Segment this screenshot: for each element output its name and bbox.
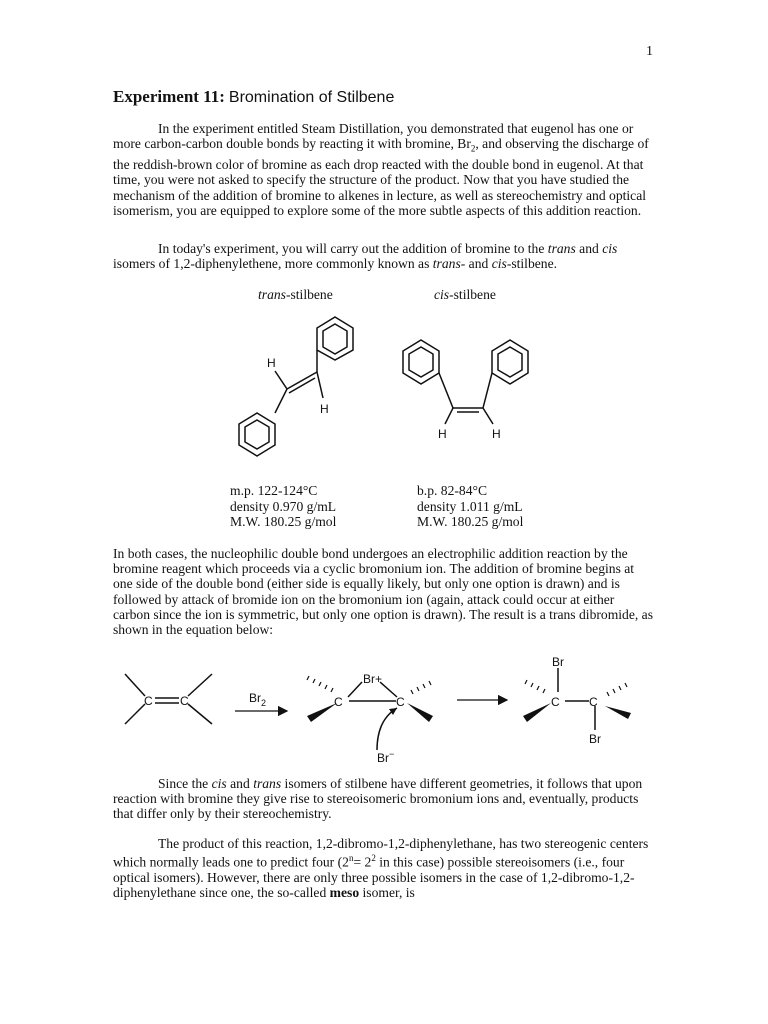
p4-cis: cis: [211, 776, 227, 791]
page-number: 1: [646, 44, 653, 59]
p2-text-c: isomers of 1,2-diphenylethene, more commonly known as: [113, 256, 430, 272]
p4-text-a: Since the: [158, 776, 209, 791]
cis-stilbene-label: cis-stilbene: [434, 287, 496, 302]
product-c2: C: [589, 695, 598, 709]
cis-density: density 1.011 g/mL: [417, 498, 523, 514]
alkene-c2: C: [180, 694, 189, 708]
alkene-c1: C: [144, 694, 153, 708]
cis-mw: M.W. 180.25 g/mol: [417, 514, 524, 530]
product-br-top: Br: [552, 655, 564, 669]
p2-text-e: -stilbene.: [506, 256, 558, 272]
p5-text-d: isomer, is: [362, 885, 415, 901]
p2-cis2: cis: [491, 256, 507, 272]
p5-sup-n: n: [348, 853, 354, 864]
intro-text: In the experiment entitled Steam Distillation, you demonstrated that eugenol has one or more carbon-carbon double bonds by reacting it with bromine, $Br_2$, and observing the discharge of the reddish-brown color of bromine as each drop reacted with the double bond in eugenol. At that time, you were not asked to specify the structure of the product. Now that you have studied the mechanism of the addition of bromine to alkenes in lecture, as well as stereochemistry and optical isomerism, you are equipped to explore some of the more subtle aspects of this addition reaction.: [113, 121, 649, 218]
bromonium-c1: C: [334, 695, 343, 709]
reagent-br2: $Br_2$: [249, 691, 267, 708]
trans-density: density 0.970 g/mL: [230, 498, 337, 514]
bromide-ion: Br−: [377, 749, 395, 765]
p4-trans: trans: [253, 776, 282, 791]
today-paragraph: [113, 241, 653, 271]
trans-properties: [230, 483, 336, 530]
cis-h1: H: [438, 427, 447, 441]
p5-text-a: The product of this reaction, 1,2-dibromo-1,2-diphenylethane, has two stereogenic centers which normally leads one to predict four (2: [113, 836, 649, 870]
p4-text-b: and: [230, 776, 250, 791]
bromonium-c2: C: [396, 695, 405, 709]
trans-h2: H: [320, 402, 329, 416]
p5-text-b: = 2: [353, 854, 372, 870]
product-br-bottom: Br: [589, 732, 601, 746]
p5-text-c: in this case) possible stereoisomers (i.e., four optical isomers). However, there are only three possible isomers in the case of 1,2-dibromo-1,2-diphenylethane since one, the so-called: [113, 854, 635, 901]
trans-stilbene-label: trans-stilbene: [258, 287, 333, 302]
experiment-number: Experiment 11:: [113, 87, 225, 106]
p2-text-b: and: [579, 241, 599, 256]
p2-text-d: - and: [460, 256, 489, 272]
trans-h1: H: [267, 356, 276, 370]
bromination-equation: [115, 650, 655, 770]
trans-stilbene-structure: [225, 310, 375, 470]
stereochemistry-paragraph: [113, 776, 653, 822]
product-c1: C: [551, 695, 560, 709]
cis-bp: b.p. 82-84°C: [417, 483, 488, 498]
p2-text-a: In today's experiment, you will carry out the addition of bromine to the: [158, 241, 545, 256]
p2-cis: cis: [602, 241, 618, 256]
cis-h2: H: [492, 427, 501, 441]
p5-sup-2: 2: [371, 853, 376, 864]
bromonium-label: Br+: [363, 672, 383, 686]
experiment-title: [113, 87, 394, 107]
p2-trans2: trans: [432, 256, 461, 272]
trans-mp: m.p. 122-124°C: [230, 483, 318, 498]
p5-meso: meso: [329, 885, 360, 901]
p4-text-c: isomers of stilbene have different geometries, it follows that upon reaction with bromine they give rise to stereoisomeric bromonium ions and, eventually, products that differ only by their stereochemistry.: [113, 776, 643, 822]
cis-stilbene-structure: [395, 332, 555, 472]
intro-paragraph: [113, 121, 653, 218]
experiment-subtitle: Bromination of Stilbene: [228, 89, 395, 106]
p2-trans: trans: [547, 241, 576, 256]
trans-mw: M.W. 180.25 g/mol: [230, 514, 337, 530]
isomers-paragraph: [113, 836, 653, 900]
mechanism-paragraph: In both cases, the nucleophilic double bond undergoes an electrophilic addition reaction by the bromine reagent which proceeds via a cyclic bromonium ion. The addition of bromine begins at one side of the double bond (either side is equally likely, but only one option is drawn) and is followed by attack of bromide ion on the bromonium ion (again, attack could occur at either carbon since the ion is symmetric, but only one option is drawn). The result is a trans dibromide, as shown in the equation below:: [113, 546, 653, 638]
cis-properties: [417, 483, 523, 530]
